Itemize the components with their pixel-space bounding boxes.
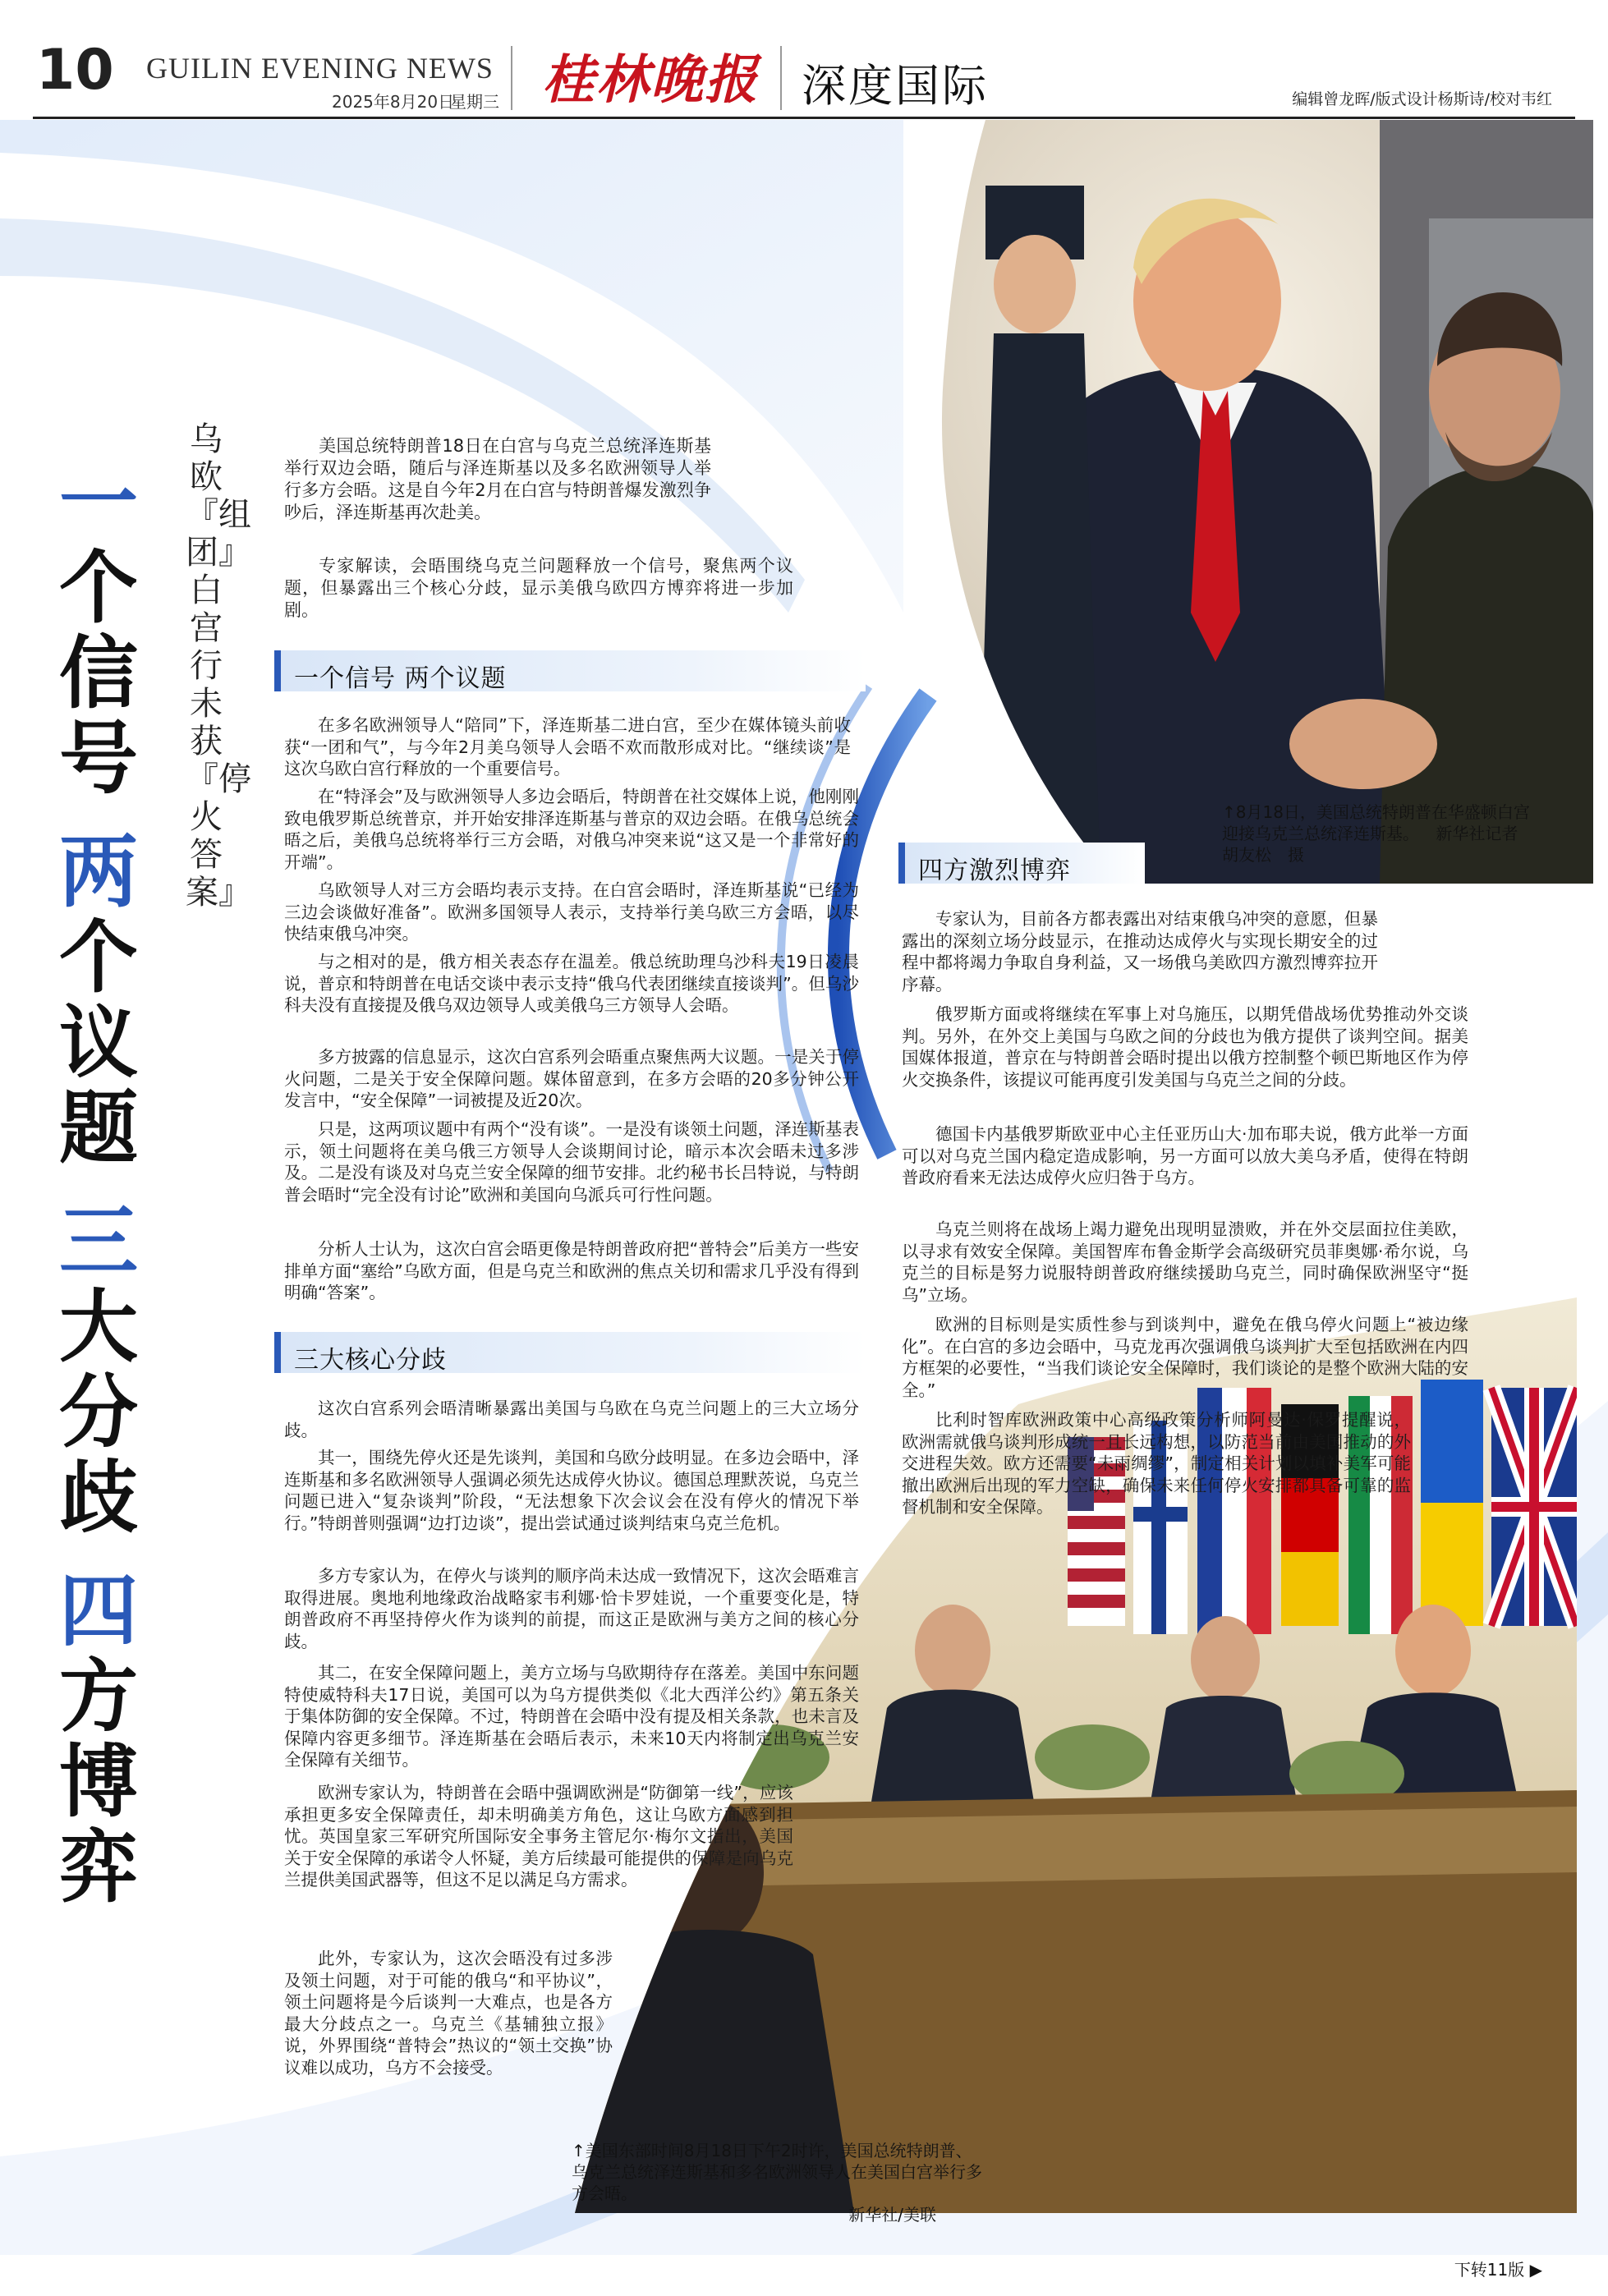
issue-date: 2025年8月20日 bbox=[332, 92, 455, 112]
photo1-caption-text: ↑8月18日，美国总统特朗普在华盛顿白宫迎接乌克兰总统泽连斯基。 bbox=[1222, 802, 1530, 843]
headline-part-3: 大分歧 bbox=[59, 1281, 138, 1544]
s3-paragraph-5: 欧洲的目标则是实质性参与到谈判中，避免在俄乌停火问题上“被边缘化”。在白宫的多边会晤中，马克龙再次强调俄乌谈判扩大至包括欧洲在内四方框架的必要性，“当我们谈论安全保障时，我们谈论的是整个欧洲大陆的安全。” bbox=[902, 1315, 1468, 1400]
headline-part-2: 个议题 bbox=[59, 912, 138, 1174]
s1-paragraph-2: 在“特泽会”及与欧洲领导人多边会晤后，特朗普在社交媒体上说，他刚刚致电俄罗斯总统普京，并开始安排泽连斯基与普京的双边会晤。在俄乌总统会晤之后，美俄乌总统将举行三方会晤，对俄乌冲突来说“这又是一个非常好的开端”。 bbox=[284, 787, 859, 872]
headline-num-2: 两 bbox=[59, 826, 138, 918]
s1-paragraph-6: 只是，这两项议题中有两个“没有谈”。一是没有谈领土问题，泽连斯基表示，领土问题将在美乌俄三方领导人会谈期间讨论，暗示本次会晤未过多涉及。二是没有谈及对乌克兰安全保障的细节安排。北约秘书长吕特说，与特朗普会晤时“完全没有讨论”欧洲和美国向乌派兵可行性问题。 bbox=[284, 1119, 859, 1205]
photo1-caption bbox=[1222, 801, 1534, 866]
headline-part-4: 方博弈 bbox=[59, 1651, 138, 1913]
headline-num-3: 三 bbox=[59, 1196, 138, 1288]
s2-paragraph-2: 其一，围绕先停火还是先谈判，美国和乌欧分歧明显。在多边会晤中，泽连斯基和多名欧洲领导人强调必须先达成停火协议。德国总理默茨说，乌克兰问题已进入“复杂谈判”阶段，“无法想象下次会议会在没有停火的情况下举行。”特朗普则强调“边打边谈”，提出尝试通过谈判结束乌克兰危机。 bbox=[284, 1448, 859, 1533]
headline-num-1: 一 bbox=[59, 457, 138, 549]
section2-title: 三大核心分歧 bbox=[294, 1346, 447, 1375]
s3-paragraph-1: 专家认为，目前各方都表露出对结束俄乌冲突的意愿，但暴露出的深刻立场分歧显示，在推动达成停火与实现长期安全的过程中都将竭力争取自身利益，又一场俄乌美欧四方激烈博弈拉开序幕。 bbox=[902, 909, 1378, 994]
s3-paragraph-6: 比利时智库欧洲政策中心高级政策分析师阿曼达·保罗提醒说，欧洲需就俄乌谈判形成统一且长远构想，以防范当前由美国推动的外交进程失效。欧方还需要“未雨绸缪”，制定相关计划以填补美军可能撤出欧洲后出现的军力空缺，确保未来任何停火安排都具备可靠的监督机制和安全保障。 bbox=[902, 1410, 1411, 1518]
header-divider bbox=[511, 46, 512, 110]
lead-paragraph-2: 专家解读，会晤围绕乌克兰问题释放一个信号，聚焦两个议题，但暴露出三个核心分歧，显示美俄乌欧四方博弈将进一步加剧。 bbox=[284, 556, 793, 620]
sub-headline: 乌欧『组团』白宫行未获『停火答案』 bbox=[186, 420, 251, 912]
s2-paragraph-1: 这次白宫系列会晤清晰暴露出美国与乌欧在乌克兰问题上的三大立场分歧。 bbox=[284, 1398, 859, 1440]
issue-weekday: 星期三 bbox=[450, 92, 499, 112]
paper-logo: 桂林晚报 bbox=[542, 49, 759, 111]
headline-part-1: 个信号 bbox=[59, 542, 138, 805]
s1-paragraph-4: 与之相对的是，俄方相关表态存在温差。俄总统助理乌沙科夫19日凌晨说，普京和特朗普在电话交谈中表示支持“俄乌代表团继续直接谈判”。但乌沙科夫没有直接提及俄乌双边领导人或美俄乌三方领导人会晤。 bbox=[284, 952, 859, 1016]
section1-title: 一个信号 两个议题 bbox=[294, 664, 507, 693]
header-rule bbox=[33, 117, 1575, 119]
section2-header bbox=[274, 1332, 866, 1373]
section-title: 深度国际 bbox=[802, 60, 989, 112]
s2-paragraph-6: 此外，专家认为，这次会晤没有过多涉及领土问题，对于可能的俄乌“和平协议”，领土问题将是今后谈判一大难点，也是各方最大分歧点之一。乌克兰《基辅独立报》说，外界围绕“普特会”热议的“领土交换”协议难以成功，乌方不会接受。 bbox=[284, 1949, 613, 2078]
s2-paragraph-3: 多方专家认为，在停火与谈判的顺序尚未达成一致情况下，这次会晤难言取得进展。奥地利地缘政治战略家韦利娜·恰卡罗娃说，一个重要变化是，特朗普政府不再坚持停火作为谈判的前提，而这正是欧洲与美方之间的核心分歧。 bbox=[284, 1566, 859, 1651]
s1-paragraph-1: 在多名欧洲领导人“陪同”下，泽连斯基二进白宫，至少在媒体镜头前收获“一团和气”，与今年2月美乌领导人会晤不欢而散形成对比。“继续谈”是这次乌欧白宫行释放的一个重要信号。 bbox=[284, 715, 851, 779]
s1-paragraph-7: 分析人士认为，这次白宫会晤更像是特朗普政府把“普特会”后美方一些安排单方面“塞给”乌欧方面，但是乌克兰和欧洲的焦点关切和需求几乎没有得到明确“答案”。 bbox=[284, 1239, 859, 1303]
page-number: 10 bbox=[36, 38, 114, 103]
header-divider bbox=[780, 46, 782, 110]
section1-header bbox=[274, 650, 866, 691]
s3-paragraph-3: 德国卡内基俄罗斯欧亚中心主任亚历山大·加布耶夫说，俄方此举一方面可以对乌克兰国内稳定造成影响，另一方面可以放大美乌矛盾，使得在特朗普政府看来无法达成停火应归咎于乌方。 bbox=[902, 1124, 1468, 1188]
main-headline bbox=[53, 457, 145, 1913]
s3-paragraph-2: 俄罗斯方面或将继续在军事上对乌施压，以期凭借战场优势推动外交谈判。另外，在外交上美国与乌欧之间的分歧也为俄方提供了谈判空间。据美国媒体报道，普京在与特朗普会晤时提出以俄方控制整个顿巴斯地区作为停火交换条件，该提议可能再度引发美国与乌克兰之间的分歧。 bbox=[902, 1004, 1468, 1090]
s1-paragraph-5: 多方披露的信息显示，这次白宫系列会晤重点聚焦两大议题。一是关于停火问题，二是关于安全保障问题。媒体留意到，在多方会晤的20多分钟公开发言中，“安全保障”一词被提及近20次。 bbox=[284, 1047, 859, 1111]
editor-credits: 编辑曾龙晖/版式设计杨斯诗/校对韦红 bbox=[1292, 90, 1552, 108]
photo-handshake bbox=[871, 120, 1593, 884]
photo1-credit: 新华社记者胡友松 摄 bbox=[1222, 824, 1518, 865]
section3-title: 四方激烈博弈 bbox=[918, 856, 1071, 885]
headline-num-4: 四 bbox=[59, 1565, 138, 1657]
s3-paragraph-4: 乌克兰则将在战场上竭力避免出现明显溃败，并在外交层面拉住美欧，以寻求有效安全保障。美国智库布鲁金斯学会高级研究员菲奥娜·希尔说，乌克兰的目标是努力说服特朗普政府继续援助乌克兰，同时确保欧洲坚守“挺乌”立场。 bbox=[902, 1219, 1468, 1305]
s1-paragraph-3: 乌欧领导人对三方会晤均表示支持。在白宫会晤时，泽连斯基说“已经为三边会谈做好准备”。欧洲多国领导人表示，支持举行美乌欧三方会晤，以尽快结束俄乌冲突。 bbox=[284, 880, 859, 944]
photo2-credit: 新华社/美联 bbox=[848, 2205, 936, 2225]
lead-paragraph-1: 美国总统特朗普18日在白宫与乌克兰总统泽连斯基举行双边会晤，随后与泽连斯基以及多名欧洲领导人举行多方会晤。这是自今年2月在白宫与特朗普爆发激烈争吵后，泽连斯基再次赴美。 bbox=[284, 436, 711, 522]
photo2-caption bbox=[572, 2140, 982, 2225]
s2-paragraph-4: 其二，在安全保障问题上，美方立场与乌欧期待存在落差。美国中东问题特使威特科夫17日说，美国可以为乌方提供类似《北大西洋公约》第五条关于集体防御的安全保障。不过，特朗普在会晤中没有提及相关条款，也未言及保障内容更多细节。泽连斯基在会晤后表示，未来10天内将制定出乌克兰安全保障有关细节。 bbox=[284, 1663, 859, 1770]
photo2-caption-text: ↑美国东部时间8月18日下午2时许，美国总统特朗普、乌克兰总统泽连斯基和多名欧洲领导人在美国白宫举行多方会晤。 bbox=[572, 2141, 982, 2203]
s2-paragraph-5: 欧洲专家认为，特朗普在会晤中强调欧洲是“防御第一线”，应该承担更多安全保障责任，却未明确美方角色，这让乌欧方面感到担忧。英国皇家三军研究所国际安全事务主管尼尔·梅尔文指出，美国关于安全保障的承诺令人怀疑，美方后续最可能提供的保障是向乌克兰提供美国武器等，但这不足以满足乌方需求。 bbox=[284, 1783, 793, 1890]
photo-handshake-image bbox=[871, 120, 1593, 884]
section3-header bbox=[898, 843, 1145, 884]
jump-to-page-11[interactable]: 下转11版 ▶ bbox=[1454, 2260, 1542, 2280]
paper-name-en: GUILIN EVENING NEWS bbox=[146, 52, 494, 85]
